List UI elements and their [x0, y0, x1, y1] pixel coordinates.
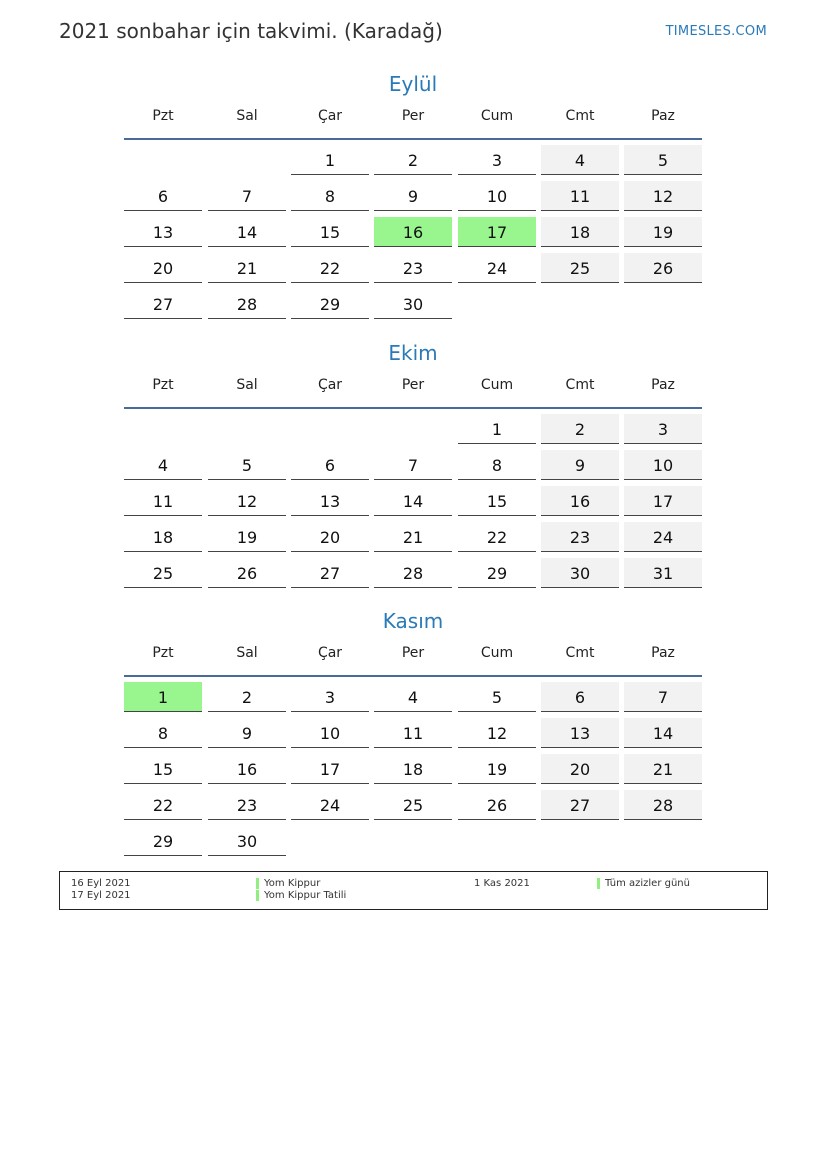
day-cell: 19 — [624, 217, 702, 247]
weekday-label: Cum — [480, 377, 514, 393]
day-cell: 15 — [124, 754, 202, 784]
holiday-day-cell: 17 — [458, 217, 536, 247]
day-cell: 17 — [291, 754, 369, 784]
day-cell: 21 — [374, 522, 452, 552]
weekday-label: Paz — [651, 108, 675, 124]
day-cell: 27 — [124, 289, 202, 319]
day-cell: 12 — [458, 718, 536, 748]
weekday-label: Cmt — [565, 108, 595, 124]
day-cell: 20 — [291, 522, 369, 552]
day-cell: 20 — [541, 754, 619, 784]
day-cell: 7 — [624, 682, 702, 712]
day-cell: 21 — [624, 754, 702, 784]
day-cell: 1 — [291, 145, 369, 175]
day-cell: 19 — [208, 522, 286, 552]
day-cell: 10 — [458, 181, 536, 211]
holiday-marker-icon — [256, 890, 259, 901]
day-cell: 9 — [374, 181, 452, 211]
day-cell: 7 — [374, 450, 452, 480]
day-cell: 17 — [624, 486, 702, 516]
day-cell: 4 — [541, 145, 619, 175]
holiday-marker-icon — [597, 878, 600, 889]
month-title: Ekim — [388, 341, 438, 365]
day-cell: 8 — [291, 181, 369, 211]
weekday-label: Sal — [236, 645, 258, 661]
day-cell: 14 — [208, 217, 286, 247]
day-cell: 25 — [541, 253, 619, 283]
weekday-label: Cmt — [565, 645, 595, 661]
weekday-label: Per — [401, 377, 425, 393]
day-cell: 26 — [624, 253, 702, 283]
legend-date: 17 Eyl 2021 — [71, 890, 131, 901]
day-cell: 4 — [374, 682, 452, 712]
day-cell: 30 — [374, 289, 452, 319]
legend-holiday-name: Yom Kippur — [264, 878, 321, 889]
weekday-label: Per — [401, 645, 425, 661]
day-cell: 14 — [624, 718, 702, 748]
day-cell: 5 — [458, 682, 536, 712]
day-cell: 23 — [541, 522, 619, 552]
day-cell: 30 — [208, 826, 286, 856]
day-cell: 13 — [124, 217, 202, 247]
day-cell: 11 — [124, 486, 202, 516]
day-cell: 3 — [624, 414, 702, 444]
day-cell: 28 — [208, 289, 286, 319]
day-cell: 6 — [124, 181, 202, 211]
day-cell: 5 — [624, 145, 702, 175]
day-cell: 11 — [541, 181, 619, 211]
day-cell: 8 — [458, 450, 536, 480]
weekday-header — [124, 645, 702, 677]
day-cell: 12 — [208, 486, 286, 516]
day-cell: 24 — [624, 522, 702, 552]
day-cell: 29 — [291, 289, 369, 319]
day-cell: 25 — [124, 558, 202, 588]
day-cell: 28 — [624, 790, 702, 820]
day-cell: 5 — [208, 450, 286, 480]
weekday-label: Pzt — [152, 108, 174, 124]
day-cell: 27 — [541, 790, 619, 820]
day-cell: 30 — [541, 558, 619, 588]
day-cell: 26 — [208, 558, 286, 588]
day-cell: 22 — [458, 522, 536, 552]
weekday-label: Cum — [480, 645, 514, 661]
weekday-header — [124, 108, 702, 140]
day-cell: 15 — [291, 217, 369, 247]
day-cell: 1 — [458, 414, 536, 444]
day-cell: 9 — [541, 450, 619, 480]
day-cell: 6 — [291, 450, 369, 480]
day-cell: 21 — [208, 253, 286, 283]
day-cell: 29 — [458, 558, 536, 588]
day-cell: 18 — [541, 217, 619, 247]
weekday-label: Sal — [236, 377, 258, 393]
day-cell: 18 — [124, 522, 202, 552]
day-cell: 28 — [374, 558, 452, 588]
weekday-label: Çar — [317, 108, 343, 124]
day-cell: 13 — [291, 486, 369, 516]
legend-holiday-name: Yom Kippur Tatili — [264, 890, 347, 901]
holiday-marker-icon — [256, 878, 259, 889]
day-cell: 6 — [541, 682, 619, 712]
site-link[interactable]: TIMESLES.COM — [665, 24, 767, 39]
day-cell: 26 — [458, 790, 536, 820]
weekday-label: Cmt — [565, 377, 595, 393]
day-cell: 3 — [291, 682, 369, 712]
day-cell: 27 — [291, 558, 369, 588]
holiday-day-cell: 16 — [374, 217, 452, 247]
month-title: Kasım — [382, 609, 444, 633]
day-cell: 18 — [374, 754, 452, 784]
day-cell: 31 — [624, 558, 702, 588]
day-cell: 25 — [374, 790, 452, 820]
day-cell: 10 — [291, 718, 369, 748]
weekday-label: Paz — [651, 377, 675, 393]
day-cell: 23 — [208, 790, 286, 820]
weekday-label: Pzt — [152, 645, 174, 661]
day-cell: 13 — [541, 718, 619, 748]
weekday-label: Pzt — [152, 377, 174, 393]
day-cell: 16 — [208, 754, 286, 784]
day-cell: 29 — [124, 826, 202, 856]
day-cell: 7 — [208, 181, 286, 211]
day-cell: 12 — [624, 181, 702, 211]
weekday-label: Sal — [236, 108, 258, 124]
legend-date: 16 Eyl 2021 — [71, 878, 131, 889]
day-cell: 19 — [458, 754, 536, 784]
holiday-legend — [59, 871, 768, 910]
day-cell: 9 — [208, 718, 286, 748]
weekday-label: Paz — [651, 645, 675, 661]
day-cell: 15 — [458, 486, 536, 516]
legend-date: 1 Kas 2021 — [474, 878, 530, 889]
day-cell: 2 — [374, 145, 452, 175]
day-cell: 24 — [458, 253, 536, 283]
day-cell: 11 — [374, 718, 452, 748]
legend-holiday-name: Tüm azizler günü — [605, 878, 690, 889]
month-title: Eylül — [388, 72, 438, 96]
day-cell: 2 — [208, 682, 286, 712]
day-cell: 16 — [541, 486, 619, 516]
day-cell: 23 — [374, 253, 452, 283]
day-cell: 2 — [541, 414, 619, 444]
weekday-label: Çar — [317, 377, 343, 393]
day-cell: 8 — [124, 718, 202, 748]
page-title: 2021 sonbahar için takvimi. (Karadağ) — [59, 19, 443, 43]
weekday-label: Per — [401, 108, 425, 124]
weekday-label: Cum — [480, 108, 514, 124]
holiday-day-cell: 1 — [124, 682, 202, 712]
day-cell: 24 — [291, 790, 369, 820]
day-cell: 20 — [124, 253, 202, 283]
weekday-label: Çar — [317, 645, 343, 661]
day-cell: 22 — [124, 790, 202, 820]
day-cell: 22 — [291, 253, 369, 283]
day-cell: 3 — [458, 145, 536, 175]
day-cell: 14 — [374, 486, 452, 516]
day-cell: 10 — [624, 450, 702, 480]
day-cell: 4 — [124, 450, 202, 480]
weekday-header — [124, 377, 702, 409]
